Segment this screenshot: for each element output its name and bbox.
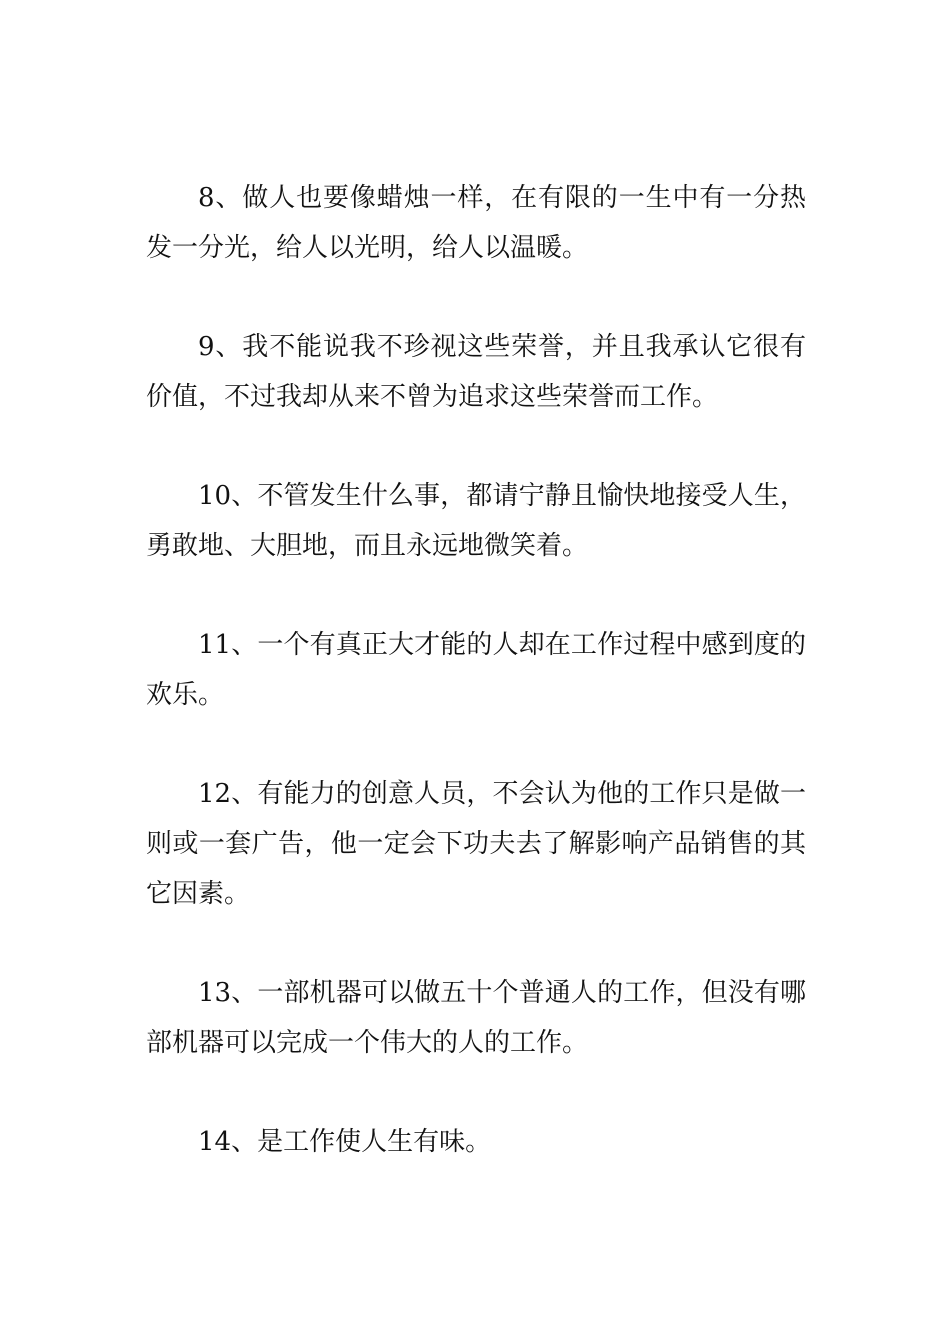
document-body [146,173,806,1167]
paragraph-9: 9、我不能说我不珍视这些荣誉，并且我承认它很有价值，不过我却从来不曾为追求这些荣誉而工作。 [146,332,806,412]
paragraph-12: 12、有能力的创意人员，不会认为他的工作只是做一则或一套广告，他一定会下功夫去了解影响产品销售的其它因素。 [146,779,806,909]
paragraph-11: 11、一个有真正大才能的人却在工作过程中感到度的欢乐。 [146,630,806,710]
paragraph-10: 10、不管发生什么事，都请宁静且愉快地接受人生，勇敢地、大胆地，而且永远地微笑着。 [146,481,806,561]
paragraph-13: 13、一部机器可以做五十个普通人的工作，但没有哪部机器可以完成一个伟大的人的工作。 [146,978,806,1058]
paragraph-14: 14、是工作使人生有味。 [198,1127,492,1157]
paragraph-8: 8、做人也要像蜡烛一样，在有限的一生中有一分热发一分光，给人以光明，给人以温暖。 [146,183,806,263]
